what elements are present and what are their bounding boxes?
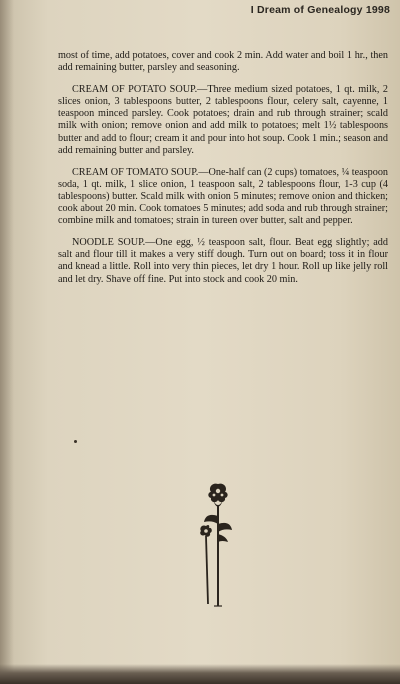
recipe-noodle — [58, 237, 388, 285]
recipe-tomato-title: CREAM OF TOMATO SOUP. — [72, 166, 199, 178]
recipe-tomato — [58, 167, 388, 227]
recipe-noodle-title: NOODLE SOUP. — [72, 237, 146, 249]
recipe-potato — [58, 84, 388, 157]
recipe-text — [58, 50, 388, 286]
ink-speck — [74, 440, 77, 443]
continuation-paragraph: most of time, add potatoes, cover and cook 2 min. Add water and boil 1 hr., then add remaining butter, parsley and seasoning. — [58, 50, 388, 74]
recipe-tomato-body: —One-half can (2 cups) tomatoes, ¼ teaspoon soda, 1 qt. milk, 1 slice onion, 1 teaspoon salt, 2 tablespoons flour, 1-3 cup (4 tablespoons) butter. Scald milk with onion 5 minutes; remove onion and thicken; cook about 20 min. Cook tomatoes 5 minutes; add soda and rub through strainer; combine milk and tomatoes; strain in tureen over butter, salt and pepper. — [58, 166, 389, 227]
recipe-potato-title: CREAM OF POTATO SOUP. — [72, 84, 198, 96]
watermark: I Dream of Genealogy 1998 — [250, 4, 390, 16]
page-bottom-edge — [0, 664, 400, 684]
thistle-flower-ornament-icon — [196, 480, 240, 614]
recipe-potato-body: —Three medium sized potatoes, 1 qt. milk, 2 slices onion, 3 tablespoons butter, 2 tablespoons flour, celery salt, cayenne, 1 teaspoon minced parsley. Cook potatoes; drain and rub through strainer; scald milk with onion; remove onion and add milk to potatoes; melt 1½ tablespoons butter and add to flour; cream it and pour into hot soup. Cook 1 min.; season and add remaining butter and parsley. — [58, 84, 388, 156]
recipe-noodle-body: —One egg, ½ teaspoon salt, flour. Beat egg slightly; add salt and flour till it makes a very stiff dough. Turn out on board; toss it in flour and knead a little. Roll into very thin pieces, let dry 1 hour. Roll up like jelly roll and let dry. Shave off fine. Put into stock and cook 20 min. — [58, 237, 388, 285]
binding-shadow — [0, 0, 14, 684]
